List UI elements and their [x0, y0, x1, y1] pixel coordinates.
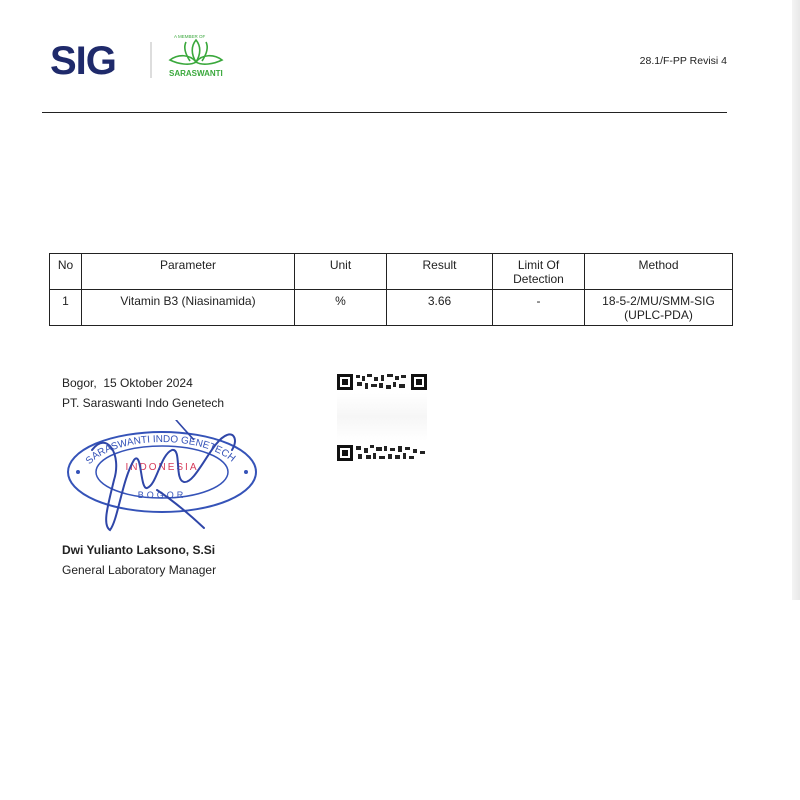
signer-block — [62, 541, 216, 581]
document-reference: 28.1/F-PP Revisi 4 — [639, 55, 727, 67]
table-header-row — [50, 254, 733, 290]
cell-method-line2: (UPLC-PDA) — [624, 308, 693, 322]
col-header-lod-line1: Limit Of — [517, 258, 560, 272]
col-header-lod — [493, 254, 585, 290]
cell-method — [585, 290, 733, 326]
col-header-parameter: Parameter — [82, 254, 295, 290]
company-name: PT. Saraswanti Indo Genetech — [62, 396, 225, 410]
cell-method-line1: 18-5-2/MU/SMM-SIG — [602, 294, 715, 308]
col-header-lod-line2: Detection — [513, 272, 564, 286]
signer-name: Dwi Yulianto Laksono, S.Si — [62, 543, 216, 557]
cell-parameter: Vitamin B3 (Niasinamida) — [82, 290, 295, 326]
col-header-no: No — [50, 254, 82, 290]
svg-text:SARASWANTI INDO GENETECH: SARASWANTI INDO GENETECH — [83, 433, 238, 467]
cell-unit: % — [295, 290, 387, 326]
svg-text:SARASWANTI: SARASWANTI — [169, 69, 223, 78]
svg-text:SIG: SIG — [50, 39, 116, 83]
col-header-method: Method — [585, 254, 733, 290]
cell-result: 3.66 — [387, 290, 493, 326]
cell-no: 1 — [50, 290, 82, 326]
svg-text:A MEMBER OF: A MEMBER OF — [174, 34, 206, 39]
signer-title: General Laboratory Manager — [62, 563, 217, 577]
place-date: Bogor, 15 Oktober 2024 — [62, 376, 193, 390]
svg-text:INDONESIA: INDONESIA — [125, 462, 199, 473]
qr-code-bottom — [337, 445, 427, 461]
col-header-unit: Unit — [295, 254, 387, 290]
table-row — [50, 290, 733, 326]
qr-code-faded-area — [337, 393, 427, 441]
header-divider — [42, 112, 727, 113]
qr-code-top — [337, 374, 427, 390]
cell-lod: - — [493, 290, 585, 326]
scan-edge — [792, 0, 800, 600]
signature-header — [62, 373, 224, 413]
col-header-result: Result — [387, 254, 493, 290]
company-stamp — [62, 420, 262, 535]
svg-text:BOGOR: BOGOR — [137, 490, 187, 500]
company-logo — [50, 34, 230, 84]
results-table — [49, 253, 733, 326]
